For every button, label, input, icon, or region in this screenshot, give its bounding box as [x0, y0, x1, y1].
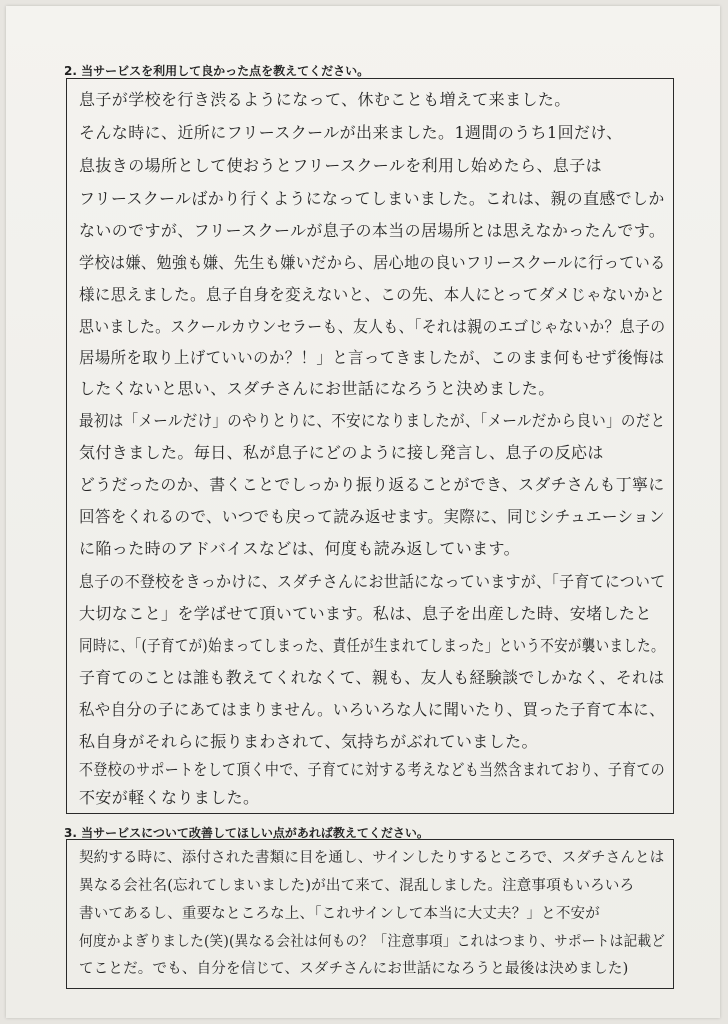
answer-line: 学校は嫌、勉強も嫌、先生も嫌いだから、居心地の良いフリースクールに行っている [79, 253, 666, 272]
answer-box-q3 [66, 839, 674, 989]
answer-line: 不登校のサポートをして頂く中で、子育てに対する考えなども当然含まれており、子育ての [79, 760, 666, 779]
answer-line: 不安が軽くなりました。 [79, 788, 260, 807]
question-2-heading: 2. 当サービスを利用して良かった点を教えてください。 [64, 64, 370, 78]
answer-line: そんな時に、近所にフリースクールが出来ました。1週間のうち1回だけ、 [79, 123, 623, 142]
answer-line: 何度かよぎりました(笑)(異なる会社は何もの？「注意事項」これはつまり、サポートは記載ど [79, 934, 666, 950]
questionnaire-sheet [6, 6, 720, 1018]
answer-line: 同時に、「(子育てが)始まってしまった、責任が生まれてしまった」という不安が襲いました。 [79, 636, 665, 655]
answer-line: に陥った時のアドバイスなどは、何度も読み返しています。 [79, 539, 521, 558]
answer-line: 異なる会社名(忘れてしまいました)が出て来て、混乱しました。注意事項もいろいろ [79, 878, 635, 894]
answer-line: 子育てのことは誰も教えてくれなくて、親も、友人も経験談でしかなく、それは [79, 668, 665, 687]
question-3-heading: 3. 当サービスについて改善してほしい点があれば教えてください。 [64, 826, 429, 840]
answer-line: 大切なこと」を学ばせて頂いています。私は、息子を出産した時、安堵したと [79, 604, 652, 623]
answer-line: 契約する時に、添付された書類に目を通し、サインしたりするところで、スダチさんとは [79, 850, 665, 866]
answer-line: 様に思えました。息子自身を変えないと、この先、本人にとってダメじゃないかと [79, 285, 666, 304]
answer-line: 思いました。スクールカウンセラーも、友人も、「それは親のエゴじゃないか？息子の [79, 317, 666, 336]
answer-line: 息子の不登校をきっかけに、スダチさんにお世話になっていますが、「子育てについて [79, 572, 666, 591]
answer-line: 私自身がそれらに振りまわされて、気持ちがぶれていました。 [79, 732, 538, 751]
answer-line: 息抜きの場所として使おうとフリースクールを利用し始めたら、息子は [79, 156, 603, 175]
answer-line: てことだ。でも、自分を信じて、スダチさんにお世話になろうと最後は決めました) [79, 961, 629, 977]
answer-box-q2 [66, 78, 674, 814]
answer-line: 私や自分の子にあてはまりません。いろいろな人に聞いたり、買った子育て本に、 [79, 700, 665, 719]
answer-line: 居場所を取り上げていいのか？！」と言ってきましたが、このまま何もせず後悔は [79, 348, 665, 367]
answer-line: どうだったのか、書くことでしっかり振り返ることができ、スダチさんも丁寧に [79, 475, 665, 494]
answer-line: フリースクールばかり行くようになってしまいました。これは、親の直感でしか [79, 189, 665, 208]
answer-line: 最初は「メールだけ」のやりとりに、不安になりましたが、「メールだから良い」のだと [79, 411, 666, 430]
answer-line: したくないと思い、スダチさんにお世話になろうと決めました。 [79, 379, 555, 398]
answer-line: 書いてあるし、重要なところな上、「これサインして本当に大丈夫？」と不安が [79, 906, 600, 922]
answer-line: 気付きました。毎日、私が息子にどのように接し発言し、息子の反応は [79, 443, 604, 462]
answer-line: ないのですが、フリースクールが息子の本当の居場所とは思えなかったんです。 [79, 221, 666, 240]
answer-line: 回答をくれるので、いつでも戻って読み返せます。実際に、同じシチュエーション [79, 507, 665, 526]
answer-line: 息子が学校を行き渋るようになって、休むことも増えて来ました。 [79, 90, 571, 109]
